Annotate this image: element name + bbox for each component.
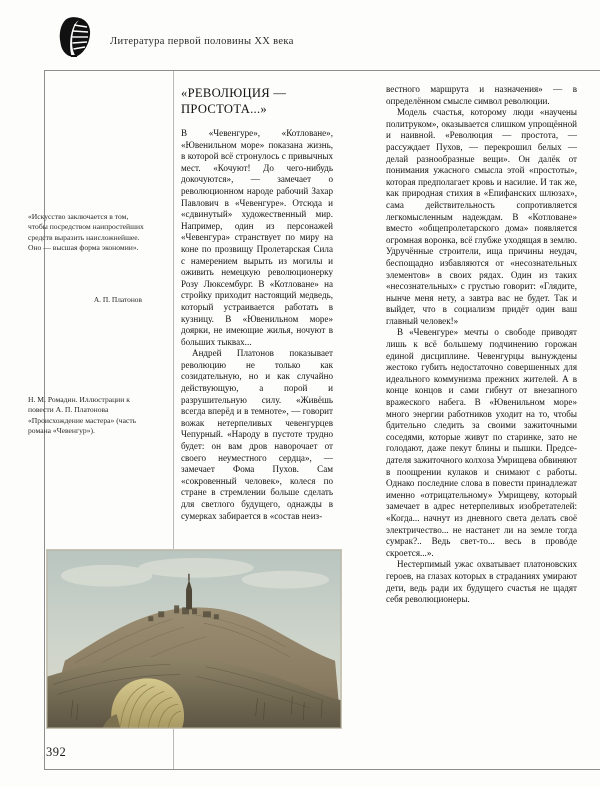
paragraph: Модель счастья, которому люди «научены политруком», оказывается слишком упрощённой и наивной. «Революция — простота, — рассуждает Пухов, — перекрошил белых — делай разнообразные вещи». Он далёк от понимания ужасного смысла этой «простоты», которая предполагает кровь и насилие. И так же, как природная стихия в «Епифанских шлюзах», сама действительность сопротивляется легкомысленным надеждам. В «Котловане» вместо «общепролетарского дома» появляется огромная воронка, всё глубже уходящая в землю. Удручённые строители, ища причины неудач, беспощадно избавляются от «несознательных элементов» в своих рядах. Один из таких «несознательных» с грустью говорит: «Глядите, нынче меня нету, а завтра вас не будет. Так и выйдет, что в социализм придёт один ваш главный человек!» bbox=[386, 107, 577, 326]
paragraph: В «Чевенгуре», «Котловане», «Ювенильном море» показана жизнь, в которой всё стронулось с привычных мест. «Кочуют! До чего-нибудь докочуются», — замечает о революционном народе рабочий Захар Павлович в «Чевенгуре». Отсюда и «сдвинутый» художественный мир. Например, один из персонажей «Чевенгура» странствует по миру на коне по прозвищу Пролетарская Сила с намерением вырыть из могилы и оживить немецкую революционерку Розу Люксембург. В «Котловане» на стройку приходит настоящий медведь, который устраивается работать в кузницу. В «Ювенильном море» доярки, не имеющие жилья, ночуют в больших тыквах... bbox=[181, 128, 333, 347]
paragraph: Андрей Платонов показывает революцию не только как созидательную, но и как случайно действующую, а порой и разрушительную силу. «Живёшь всегда вперёд и в темноте», — говорит вожак нетерпеливых чевенгурцев Чепурный. «Народу в пустоте трудно будет: он вам дров наворочает от своего неуместного сердца», — замечает Фома Пухов. Сам «сокровенный человек», колеся по стране в стремлении больше сделать для светлого будущего, однажды в сумерках забирается в «состав неиз- bbox=[181, 348, 333, 521]
margin-quote-attribution: А. П. Платонов bbox=[93, 295, 142, 304]
margin-quote-note: «Искусство заключается в том, чтобы посредством наипростейших средств выразить наисложнейшее. Оно — высшая форма экономии». bbox=[28, 212, 144, 253]
book-leaf-emblem-icon bbox=[57, 16, 93, 58]
body-column-left bbox=[181, 128, 333, 540]
paragraph: В «Чевенгуре» мечты о свободе приводят лишь к всё большему подчинению горожан единой дисциплине. Чевенгурцы вынуждены жестоко губить недостаточно совершенных для идеального коммунизма прежних жителей. А в конце концов и сами гибнут от внезапного вражеского набега. В «Ювенильном море» много энергии работников уходит на то, чтобы бдительно следить за своими зажиточными соседями, которые живут по старинке, зато не голодают, даже пекут блины и пышки. Предсе-дателя зажиточного колхоза Умрищева обвиняют в поощрении кулаков и снимают с работы. Однако последние слова в повести принадлежат именно «отрицательному» Умрищеву, который замечает в адрес нетерпеливых изобретателей: «Когда... начнут из дневного света делать своё электричество... не настанет ли на земле тогда сумрак?.. Ведь свет-то... весь в провóде скроется...». bbox=[386, 327, 577, 558]
page-title: «РЕВОЛЮЦИЯ — ПРОСТОТА...» bbox=[181, 86, 287, 116]
paragraph: Нестерпимый ужас охватывает платоновских героев, на глазах которых в страданиях умирают дети, ведь ради их будущего счастья не щадят себя революционеры. bbox=[386, 559, 577, 605]
hillside-village-illustration bbox=[46, 549, 342, 729]
frame-rule-bottom bbox=[44, 769, 600, 770]
frame-rule-top bbox=[44, 70, 600, 71]
page-number: 392 bbox=[46, 745, 67, 759]
body-column-right bbox=[386, 84, 577, 756]
paragraph: вестного маршрута и назначения» — в определённом смысле символ революции. bbox=[386, 84, 577, 106]
running-title: Литература первой половины XX века bbox=[110, 36, 294, 47]
illustration-caption: Н. М. Ромадин. Иллюстрации к повести А. П. Платонова «Происхождение мастера» (часть романа «Чевенгур»). bbox=[28, 395, 137, 435]
page-header bbox=[0, 0, 600, 72]
